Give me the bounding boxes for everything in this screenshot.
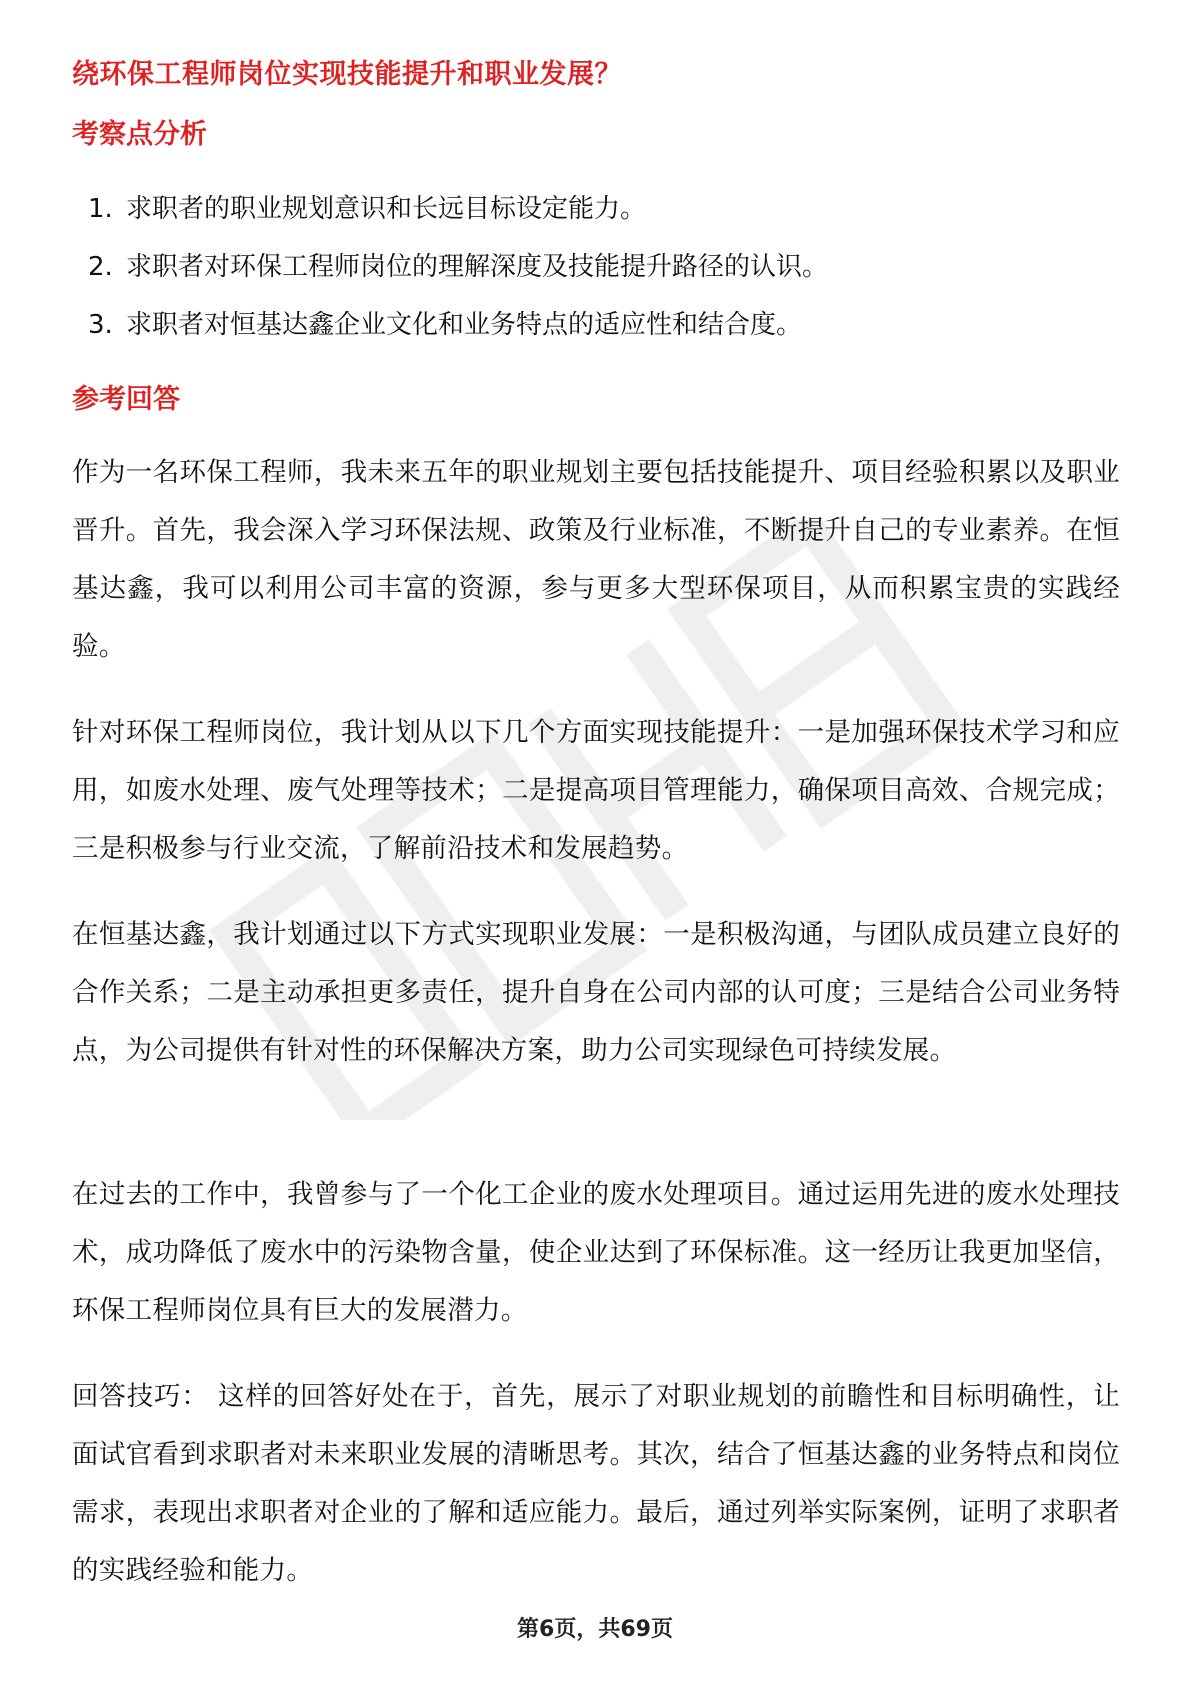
list-item-number: 3. xyxy=(88,310,113,340)
answer-paragraph: 作为一名环保工程师，我未来五年的职业规划主要包括技能提升、项目经验积累以及职业晋升。首先，我会深入学习环保法规、政策及行业标准，不断提升自己的专业素养。在恒基达鑫，我可以利用公司丰富的资源，参与更多大型环保项目，从而积累宝贵的实践经验。 xyxy=(72,457,1120,662)
answer-paragraph: 在过去的工作中，我曾参与了一个化工企业的废水处理项目。通过运用先进的废水处理技术，成功降低了废水中的污染物含量，使企业达到了环保标准。这一经历让我更加坚信，环保工程师岗位具有巨大的发展潜力。 xyxy=(72,1179,1120,1326)
page-number-footer: 第6页，共69页 xyxy=(517,1617,673,1642)
answer-paragraph: 在恒基达鑫，我计划通过以下方式实现职业发展：一是积极沟通，与团队成员建立良好的合作关系；二是主动承担更多责任，提升自身在公司内部的认可度；三是结合公司业务特点，为公司提供有针对性的环保解决方案，助力公司实现绿色可持续发展。 xyxy=(72,919,1120,1066)
list-item-number: 2. xyxy=(88,252,113,282)
answer-paragraph: 针对环保工程师岗位，我计划从以下几个方面实现技能提升：一是加强环保技术学习和应用，如废水处理、废气处理等技术；二是提高项目管理能力，确保项目高效、合规完成；三是积极参与行业交流，了解前沿技术和发展趋势。 xyxy=(72,717,1120,864)
list-item-number: 1. xyxy=(88,194,113,224)
question-heading: 绕环保工程师岗位实现技能提升和职业发展？ xyxy=(72,59,622,90)
list-item xyxy=(88,296,828,354)
analysis-list xyxy=(88,180,828,354)
analysis-title: 考察点分析 xyxy=(72,119,207,150)
list-item xyxy=(88,180,828,238)
list-item-text: 求职者对恒基达鑫企业文化和业务特点的适应性和结合度。 xyxy=(126,310,803,340)
list-item-text: 求职者的职业规划意识和长远目标设定能力。 xyxy=(126,194,647,224)
answer-tips-paragraph: 回答技巧： 这样的回答好处在于，首先，展示了对职业规划的前瞻性和目标明确性，让面试官看到求职者对未来职业发展的清晰思考。其次，结合了恒基达鑫的业务特点和岗位需求，表现出求职者对企业的了解和适应能力。最后，通过列举实际案例，证明了求职者的实践经验和能力。 xyxy=(72,1381,1120,1586)
answer-title: 参考回答 xyxy=(72,384,180,415)
list-item xyxy=(88,238,828,296)
list-item-text: 求职者对环保工程师岗位的理解深度及技能提升路径的认识。 xyxy=(126,252,829,282)
